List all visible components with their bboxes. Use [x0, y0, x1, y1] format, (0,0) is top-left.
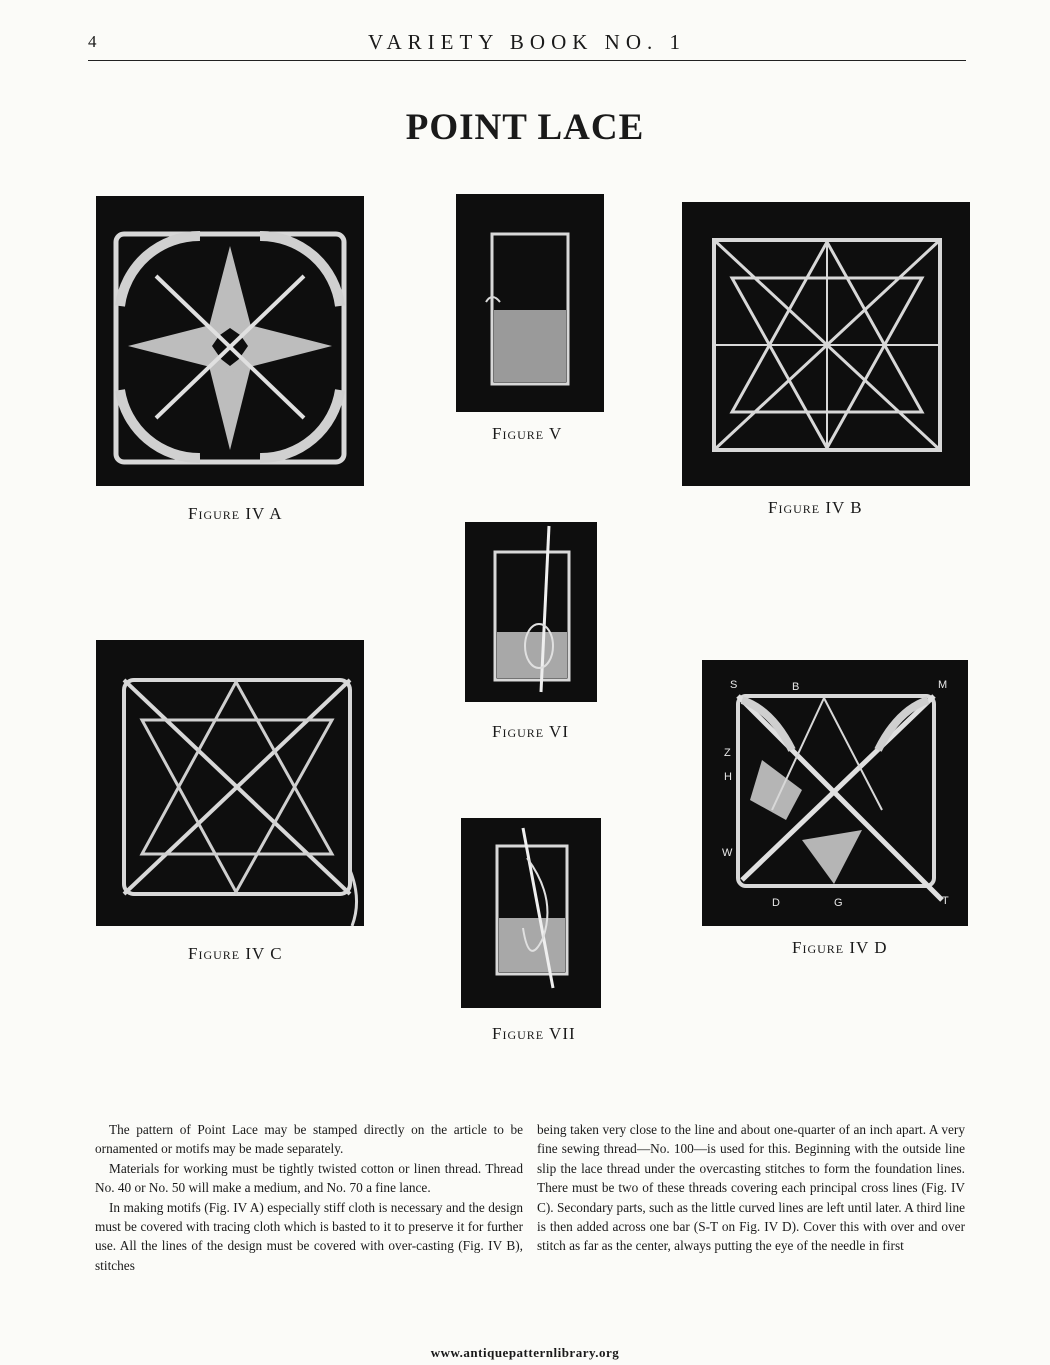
- figure-iv-b-image: [682, 202, 970, 486]
- paragraph: The pattern of Point Lace may be stamped directly on the article to be ornamented or motifs may be made separately.: [95, 1122, 523, 1157]
- iv-d-label-g: G: [834, 897, 843, 909]
- page-title: POINT LACE: [405, 107, 645, 148]
- figure-vii-image: [461, 818, 601, 1008]
- caption-figure-vi: Figure VI: [492, 722, 569, 741]
- iv-d-label-m: M: [938, 679, 948, 691]
- figure-v-image: [456, 194, 604, 412]
- page-number: 4: [88, 32, 97, 51]
- caption-figure-iv-a: Figure IV A: [188, 504, 283, 523]
- footer-url: www.antiquepatternlibrary.org: [430, 1345, 620, 1360]
- running-title: VARIETY BOOK NO. 1: [368, 30, 686, 54]
- iv-d-label-b: B: [792, 681, 800, 693]
- page-header: [88, 30, 966, 61]
- caption-figure-iv-b: Figure IV B: [768, 498, 863, 517]
- caption-figure-iv-c: Figure IV C: [188, 944, 283, 963]
- caption-figure-iv-d: Figure IV D: [792, 938, 888, 957]
- caption-figure-vii: Figure VII: [492, 1024, 576, 1043]
- paragraph: Materials for working must be tightly twisted cotton or linen thread. Thread No. 40 or No. 50 will make a medium, and No. 70 a fine lance.: [95, 1160, 523, 1196]
- figure-iv-a-image: [96, 196, 364, 486]
- iv-d-label-s: S: [730, 679, 738, 691]
- iv-d-label-w: W: [722, 847, 733, 859]
- figure-iv-d-image: [702, 660, 968, 926]
- caption-figure-v: Figure V: [492, 424, 563, 443]
- iv-d-label-z: Z: [724, 747, 731, 759]
- iv-d-label-t: T: [942, 895, 949, 907]
- iv-d-label-d: D: [772, 897, 780, 909]
- figure-iv-c-image: [96, 640, 364, 926]
- body-column-right: [537, 1120, 965, 1275]
- body-column-left: [95, 1120, 523, 1275]
- paragraph: In making motifs (Fig. IV A) especially stiff cloth is necessary and the design must be covered with tracing cloth which is basted to it to preserve it for further use. All the lines of the design must be covered with over-casting (Fig. IV B), stitches: [95, 1199, 523, 1273]
- iv-d-label-h: H: [724, 771, 732, 783]
- paragraph: being taken very close to the line and about one-quarter of an inch apart. A very fine sewing thread—No. 100—is used for this. Beginning with the outside line slip the lace thread under the overcasting stitches to form the foundation lines. There must be two of these threads covering each principal cross lines (Fig. IV C). Secondary parts, such as the little curved lines are left until later. A third line is then added across one bar (S-T on Fig. IV D). Cover this with over and over stitch as far as the center, always putting the eye of the needle in first: [537, 1122, 965, 1254]
- figure-vi-image: [465, 522, 597, 702]
- article-body: [95, 1120, 965, 1275]
